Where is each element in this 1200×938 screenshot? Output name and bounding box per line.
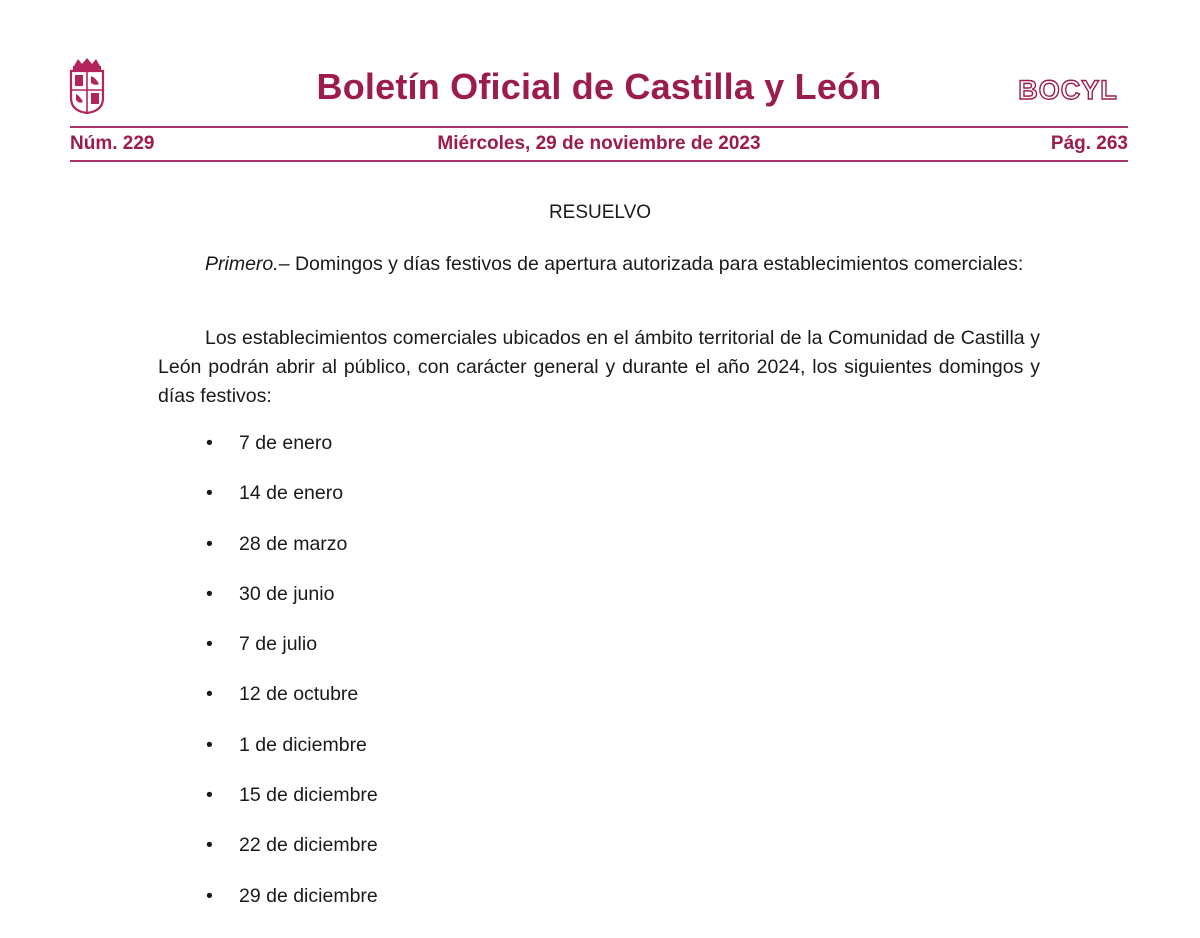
bullet: • xyxy=(206,683,213,706)
date-text: 15 de diciembre xyxy=(239,784,378,807)
bullet: • xyxy=(206,884,213,907)
bullet: • xyxy=(206,784,213,807)
bullet: • xyxy=(206,532,213,555)
date-text: 12 de octubre xyxy=(239,683,359,706)
list-item xyxy=(206,479,378,529)
paragraph-lead: Primero. xyxy=(205,253,279,275)
paragraph-primero-text: – Domingos y días festivos de apertura autorizada para establecimientos comerciales: xyxy=(278,253,1024,275)
date-text: 1 de diciembre xyxy=(239,733,367,756)
date-text: 30 de junio xyxy=(239,582,335,605)
page-number: Pág. 263 xyxy=(1050,133,1128,154)
bullet: • xyxy=(206,633,213,656)
bocyl-logo-text: BOCYL xyxy=(1018,76,1118,104)
bocyl-logo xyxy=(1006,76,1130,104)
paragraph-establecimientos: Los establecimientos comerciales ubicados en el ámbito territorial de la Comunidad de Castilla y León podrán abrir al público, con carácter general y durante el año 2024, los siguientes domingos y días festivos: xyxy=(158,327,1040,407)
list-item xyxy=(206,429,378,479)
bullet: • xyxy=(206,582,213,605)
list-item xyxy=(206,781,378,831)
bullet: • xyxy=(206,482,213,505)
issue-number: Núm. 229 xyxy=(70,133,155,154)
section-heading: RESUELVO xyxy=(548,202,652,223)
list-item xyxy=(206,530,378,580)
date-text: 28 de marzo xyxy=(239,532,348,555)
bullet: • xyxy=(206,733,213,756)
document-header xyxy=(68,56,1130,118)
bullet: • xyxy=(206,834,213,857)
list-item xyxy=(206,680,378,730)
date-text: 22 de diciembre xyxy=(239,834,378,857)
header-meta-row xyxy=(70,133,1128,157)
date-text: 29 de diciembre xyxy=(239,884,378,907)
list-item xyxy=(206,882,378,932)
list-item xyxy=(206,731,378,781)
list-item xyxy=(206,580,378,630)
date-text: 7 de enero xyxy=(239,432,333,454)
date-text: 14 de enero xyxy=(239,482,344,505)
header-rule-bottom xyxy=(70,160,1128,162)
bulletin-title: Boletín Oficial de Castilla y León xyxy=(316,66,882,107)
list-item xyxy=(206,831,378,881)
dates-list xyxy=(206,429,378,932)
header-rule-top xyxy=(70,126,1128,128)
issue-date: Miércoles, 29 de noviembre de 2023 xyxy=(437,133,761,154)
list-item xyxy=(206,630,378,680)
date-text: 7 de julio xyxy=(239,633,318,656)
paragraph-primero xyxy=(158,250,1040,279)
bullet: • xyxy=(206,432,213,454)
